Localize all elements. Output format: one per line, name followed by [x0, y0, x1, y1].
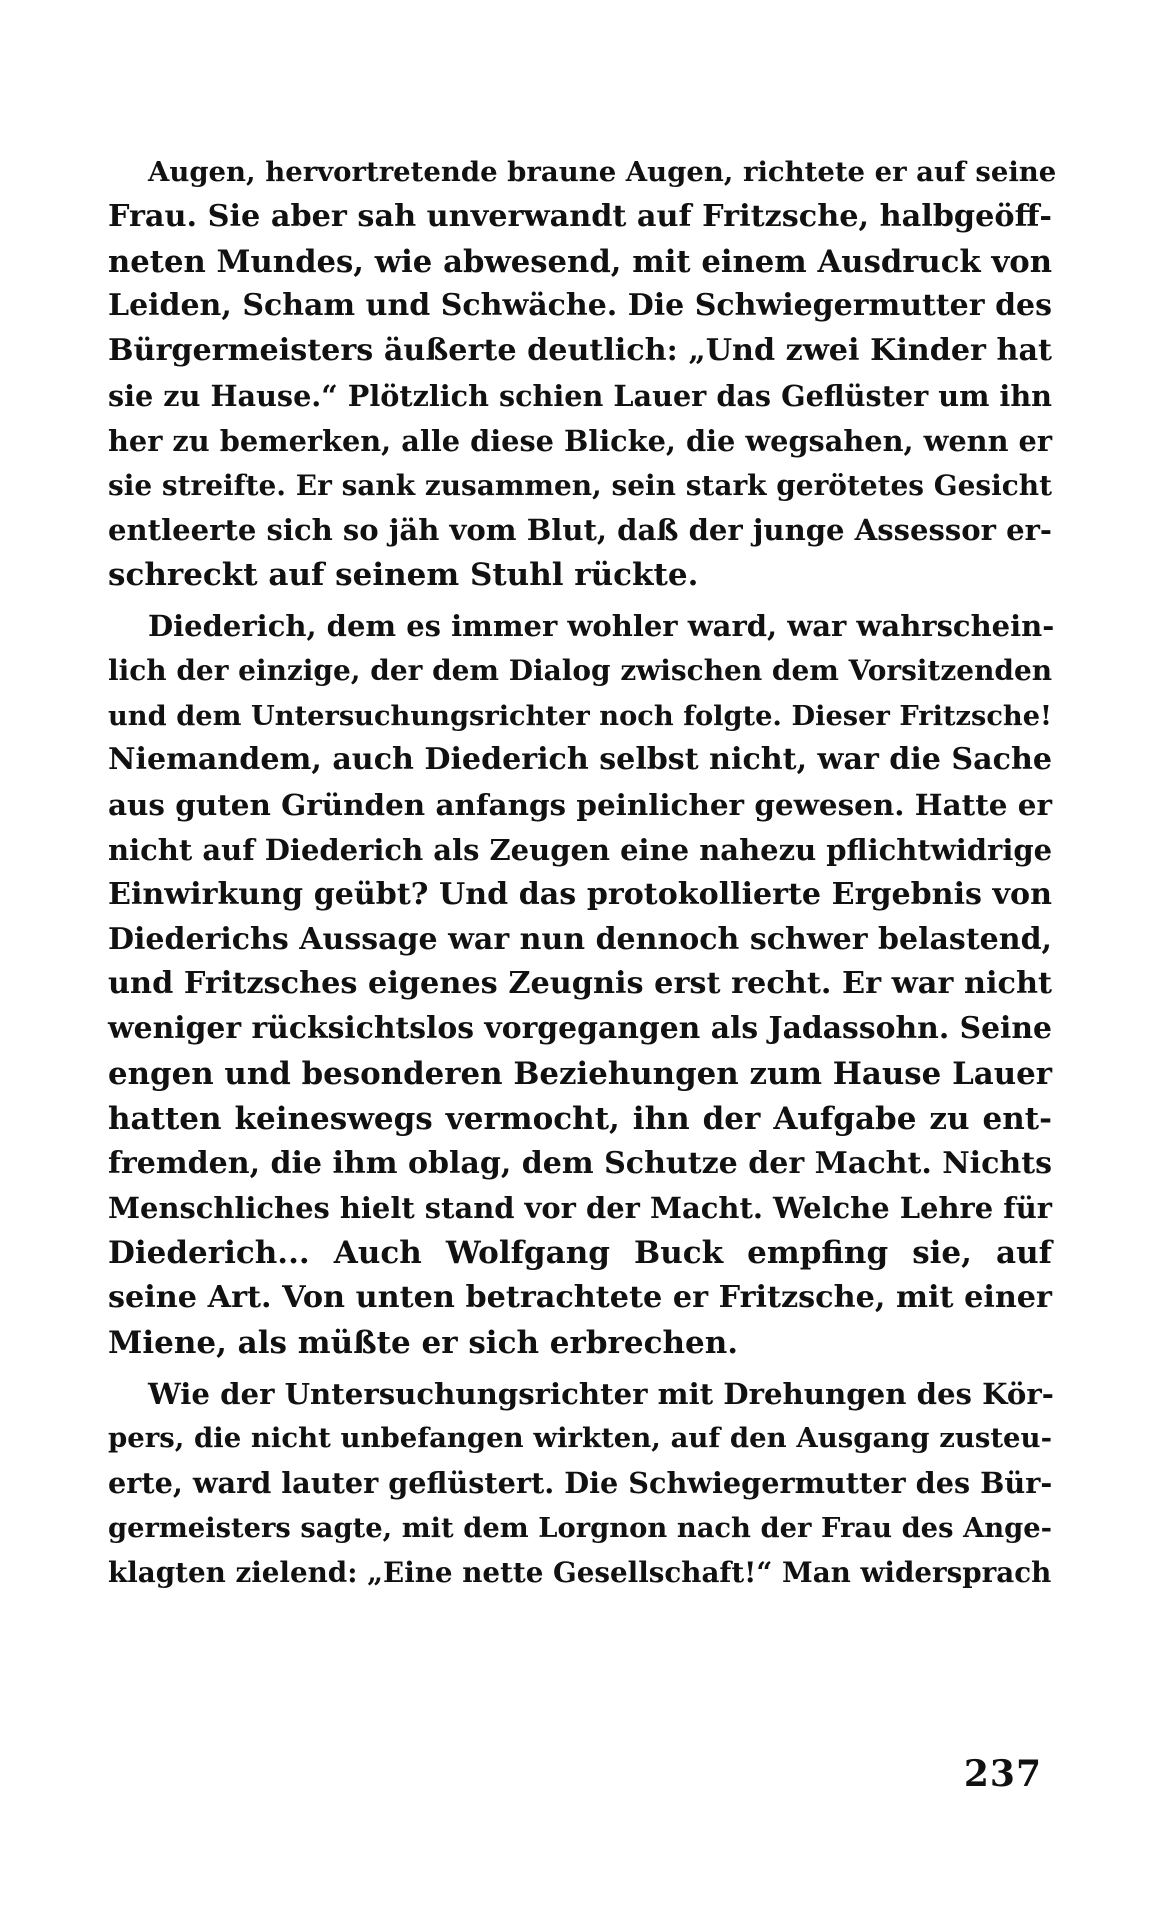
- text-line: schreckt auf seinem Stuhl rückte.: [108, 557, 699, 594]
- text-line: Diederich... Auch Wolfgang Buck empfing sie, auf: [108, 1235, 1052, 1272]
- text-line: erte, ward lauter geflüstert. Die Schwiegermutter des Bür-: [108, 1466, 1053, 1501]
- text-line: Diederichs Aussage war nun dennoch schwer belastend,: [108, 921, 1052, 957]
- text-line: Wie der Untersuchungsrichter mit Drehungen des Kör-: [148, 1376, 1054, 1411]
- text-line: germeisters sagte, mit dem Lorgnon nach der Frau des Ange-: [108, 1511, 1052, 1544]
- text-line: weniger rücksichtslos vorgegangen als Jadassohn. Seine: [108, 1011, 1052, 1047]
- paragraph: [108, 150, 1057, 598]
- text-line: Miene, als müßte er sich erbrechen.: [108, 1324, 739, 1361]
- text-line: Niemandem, auch Diederich selbst nicht, war die Sache: [108, 742, 1052, 778]
- text-line: her zu bemerken, alle diese Blicke, die wegsahen, wenn er: [108, 423, 1052, 458]
- text-line: entleerte sich so jäh vom Blut, daß der junge Assessor er-: [108, 513, 1052, 548]
- text-line: engen und besonderen Beziehungen zum Hause Lauer: [108, 1055, 1052, 1092]
- paragraph: [108, 604, 1055, 1366]
- text-line: Bürgermeisters äußerte deutlich: „Und zwei Kinder hat: [108, 333, 1052, 369]
- text-line: nicht auf Diederich als Zeugen eine nahezu pflichtwidrige: [108, 832, 1053, 867]
- text-line: neten Mundes, wie abwesend, mit einem Ausdruck von: [108, 243, 1052, 280]
- text-line: fremden, die ihm oblag, dem Schutze der Macht. Nichts: [108, 1145, 1052, 1181]
- text-line: Leiden, Scham und Schwäche. Die Schwiegermutter des: [108, 288, 1052, 324]
- text-line: pers, die nicht unbefangen wirkten, auf den Ausgang zusteu-: [108, 1422, 1052, 1455]
- text-line: klagten zielend: „Eine nette Gesellschaft!“ Man widersprach: [108, 1555, 1052, 1589]
- text-line: sie zu Hause.“ Plötzlich schien Lauer das Geflüster um ihn: [108, 378, 1052, 413]
- text-line: Augen, hervortretende braune Augen, richtete er auf seine: [148, 156, 1057, 188]
- text-line: hatten keineswegs vermocht, ihn der Aufgabe zu ent-: [108, 1100, 1052, 1137]
- body-text: [108, 150, 1057, 1596]
- text-line: Frau. Sie aber sah unverwandt auf Fritzsche, halbgeöff-: [108, 198, 1052, 234]
- text-line: und Fritzsches eigenes Zeugnis erst recht. Er war nicht: [108, 966, 1052, 1002]
- text-line: und dem Untersuchungsrichter noch folgte. Dieser Fritzsche!: [108, 699, 1052, 732]
- text-line: Einwirkung geübt? Und das protokollierte Ergebnis von: [108, 876, 1052, 912]
- text-line: Diederich, dem es immer wohler ward, war wahrschein-: [148, 608, 1055, 643]
- page-number: 237: [963, 1753, 1042, 1795]
- text-line: sie streifte. Er sank zusammen, sein stark gerötetes Gesicht: [108, 468, 1052, 502]
- text-line: seine Art. Von unten betrachtete er Fritzsche, mit einer: [108, 1279, 1052, 1315]
- paragraph: [108, 1372, 1052, 1596]
- text-line: lich der einzige, der dem Dialog zwischen dem Vorsitzenden: [108, 653, 1053, 687]
- text-line: aus guten Gründen anfangs peinlicher gewesen. Hatte er: [108, 787, 1052, 823]
- text-line: Menschliches hielt stand vor der Macht. Welche Lehre für: [108, 1191, 1052, 1226]
